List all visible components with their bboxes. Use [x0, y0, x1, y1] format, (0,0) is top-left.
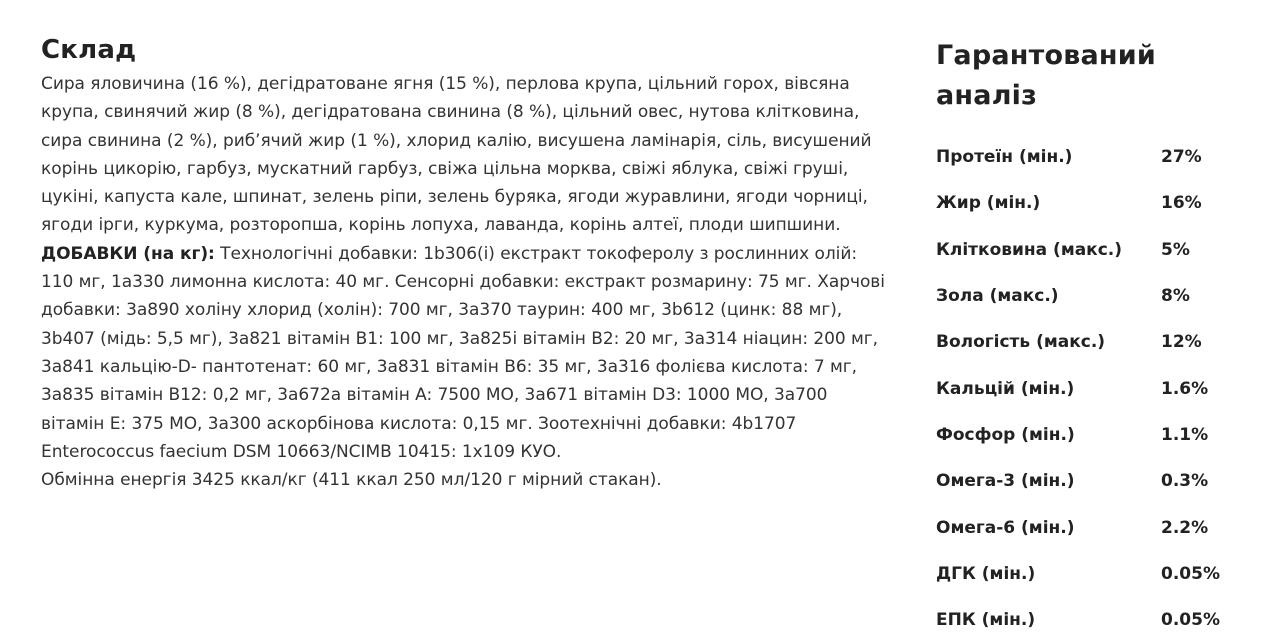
- analysis-value: 0.05%: [1161, 610, 1220, 631]
- analysis-value: 16%: [1161, 193, 1202, 214]
- analysis-value: 8%: [1161, 286, 1190, 307]
- analysis-row: [936, 319, 1266, 365]
- analysis-value: 5%: [1161, 239, 1190, 260]
- analysis-value: 12%: [1161, 332, 1202, 353]
- analysis-value: 0.3%: [1161, 471, 1209, 492]
- analysis-row: [936, 273, 1266, 319]
- analysis-row: [936, 180, 1266, 226]
- composition-title: Склад: [41, 35, 137, 65]
- analysis-value: 27%: [1161, 147, 1202, 168]
- analysis-value: 1.6%: [1161, 378, 1209, 399]
- analysis-name: Жир (мін.): [936, 193, 1041, 214]
- analysis-row: [936, 504, 1266, 550]
- analysis-name: Клітковина (макс.): [936, 239, 1123, 260]
- additives-label: ДОБАВКИ (на кг):: [41, 243, 215, 264]
- analysis-row: [936, 365, 1266, 411]
- additives-paragraph: [41, 240, 886, 466]
- analysis-row: [936, 551, 1266, 597]
- analysis-name: Омега-6 (мін.): [936, 517, 1075, 538]
- analysis-name: Омега-3 (мін.): [936, 471, 1075, 492]
- analysis-name: Зола (макс.): [936, 286, 1059, 307]
- analysis-name: Протеїн (мін.): [936, 147, 1073, 168]
- analysis-row: [936, 458, 1266, 504]
- analysis-name: ЕПК (мін.): [936, 610, 1036, 631]
- analysis-name: Фосфор (мін.): [936, 424, 1075, 445]
- ingredients-paragraph: Сира яловичина (16 %), дегідратоване ягня (15 %), перлова крупа, цільний горох, вівсяна крупа, свинячий жир (8 %), дегідратована свинина (8 %), цільний овес, нутова клітковина, сира свинина (2 %), риб’ячий жир (1 %), хлорид калію, висушена ламінарія, сіль, висушений корінь цикорію, гарбуз, мускатний гарбуз, свіжа цільна морква, свіжі яблука, свіжі груші, цукіні, капуста кале, шпинат, зелень ріпи, зелень буряка, ягоди журавлини, ягоди чорниці, ягоди ірги, куркума, розторопша, корінь лопуха, лаванда, корінь алтеї, плоди шипшини.: [41, 74, 872, 236]
- analysis-name: Вологість (макс.): [936, 332, 1106, 353]
- analysis-table: [936, 134, 1266, 643]
- analysis-row: [936, 227, 1266, 273]
- analysis-row: [936, 597, 1266, 643]
- analysis-title: Гарантований аналіз: [936, 40, 1157, 111]
- additives-text: Технологічні добавки: 1b306(i) екстракт токоферолу з рослинних олій: 110 мг, 1a330 лимонна кислота: 40 мг. Сенсорні добавки: екстракт розмарину: 75 мг. Харчові добавки: 3a890 холіну хлорид (холін): 700 мг, 3a370 таурин: 400 мг, 3b612 (цинк: 88 мг), 3b407 (мідь: 5,5 мг), 3a821 вітамін B1: 100 мг, 3a825i вітамін B2: 20 мг, 3a314 ніацин: 200 мг, 3a841 кальцію-D- пантотенат: 60 мг, 3a831 вітамін B6: 35 мг, 3a316 фолієва кислота: 7 мг, 3a835 вітамін B12: 0,2 мг, 3a672a вітамін A: 7500 MO, 3a671 вітамін D3: 1000 MO, 3a700 вітамін E: 375 MO, 3a300 аскорбінова кислота: 0,15 мг. Зоотехнічні добавки: 4b1707 Enterococcus faecium DSM 10663/NCIMB 10415: 1x109 КУО.: [41, 243, 885, 462]
- analysis-value: 1.1%: [1161, 424, 1209, 445]
- analysis-name: Кальцій (мін.): [936, 378, 1075, 399]
- analysis-row: [936, 412, 1266, 458]
- energy-paragraph: Обмінна енергія 3425 ккал/кг (411 ккал 250 мл/120 г мірний стакан).: [41, 470, 662, 491]
- composition-section: [41, 30, 886, 494]
- analysis-row: [936, 134, 1266, 180]
- analysis-value: 2.2%: [1161, 517, 1209, 538]
- analysis-value: 0.05%: [1161, 563, 1220, 584]
- guaranteed-analysis-section: [936, 36, 1266, 643]
- analysis-name: ДГК (мін.): [936, 563, 1036, 584]
